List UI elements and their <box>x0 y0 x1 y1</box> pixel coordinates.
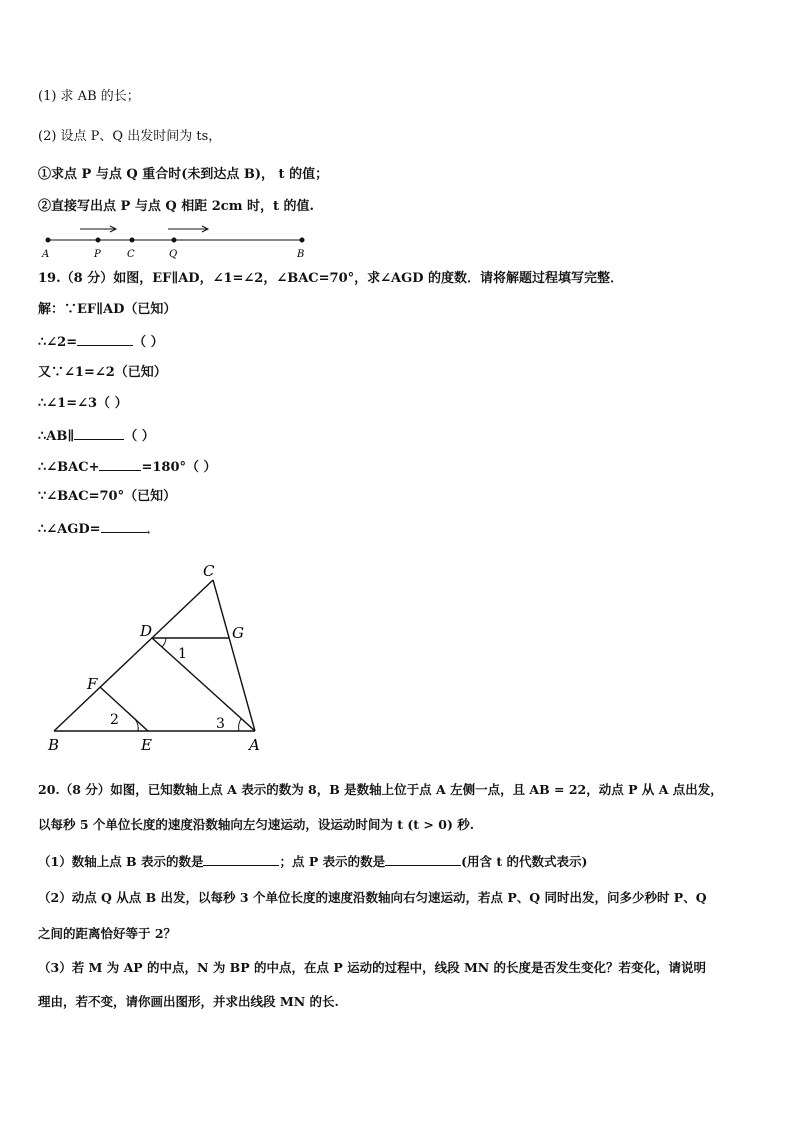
q19-step0: 解：∵EF∥AD（已知） <box>38 302 177 317</box>
segment-fe <box>100 687 148 731</box>
q19-blank-2[interactable] <box>74 426 124 440</box>
q19-step7-end: ． <box>146 522 160 537</box>
side-bc <box>54 580 213 731</box>
label-g: G <box>232 624 244 642</box>
q20-line7: 理由，若不变，请你画出图形，并求出线段 MN 的长. <box>38 994 339 1009</box>
q20-line2: 以每秒 5 个单位长度的速度沿数轴向左匀速运动，设运动时间为 t (t > 0) 秒. <box>38 817 475 832</box>
q18-part2: (2) 设点 P、Q 出发时间为 ts， <box>38 129 222 144</box>
angle-1-arc <box>162 638 166 647</box>
label-c: C <box>127 249 135 260</box>
q19-blank-3[interactable] <box>99 457 141 471</box>
segment-da <box>152 638 255 731</box>
point-p-dot <box>96 238 101 243</box>
q18-part2a: ①求点 P 与点 Q 重合时(未到达点 B)， t 的值； <box>38 167 329 182</box>
label-e: E <box>141 736 152 754</box>
q19-blank-4[interactable] <box>101 519 147 533</box>
q19-step6: ∵∠BAC=70°（已知） <box>38 489 177 504</box>
side-ca <box>213 580 255 731</box>
q19-step2: 又∵∠1=∠2（已知） <box>38 365 167 380</box>
label-f: F <box>87 675 98 693</box>
q19-step5-text: ∴∠BAC+ <box>38 460 100 475</box>
q19-step1-reason: （ ） <box>133 335 164 350</box>
q19-blank-1[interactable] <box>77 332 133 346</box>
q20-line5: 之间的距离恰好等于 2？ <box>38 926 177 941</box>
q19-step4-reason: （ ） <box>124 429 155 444</box>
q19-step4-text: ∴AB∥ <box>38 429 75 444</box>
label-d: D <box>140 622 153 640</box>
label-c: C <box>203 562 215 580</box>
q19-step1-text: ∴∠2= <box>38 335 78 350</box>
label-q: Q <box>169 249 178 260</box>
q19-step4 <box>38 426 155 446</box>
angle-3-label: 3 <box>216 716 225 732</box>
q19-header: 19.（8 分）如图，EF∥AD，∠1=∠2，∠BAC=70°，求∠AGD 的度数．请将解题过程填写完整． <box>38 271 624 286</box>
q20-line6: （3）若 M 为 AP 的中点，N 为 BP 的中点，在点 P 运动的过程中，线段 MN 的长度是否发生变化？若变化，请说明 <box>38 960 707 975</box>
q19-step1 <box>38 332 164 352</box>
label-p: P <box>94 249 101 260</box>
point-a-dot <box>46 238 51 243</box>
q19-step5-reason: =180°（ ） <box>141 460 217 475</box>
label-a: A <box>249 736 260 754</box>
angle-1-label: 1 <box>178 646 187 662</box>
angle-2-label: 2 <box>110 712 119 728</box>
q20-part1-note: (用含 t 的代数式表示) <box>461 854 588 869</box>
number-line-figure <box>36 222 326 262</box>
label-a: A <box>42 249 50 260</box>
label-b: B <box>297 249 305 260</box>
point-c-dot <box>130 238 135 243</box>
q20-line1: 20.（8 分）如图，已知数轴上点 A 表示的数为 8，B 是数轴上位于点 A 左侧一点，且 AB = 22，动点 P 从 A 点出发， <box>38 782 723 797</box>
triangle-figure <box>40 556 280 756</box>
q20-line3 <box>38 852 587 871</box>
q20-part1-text: （1）数轴上点 B 表示的数是 <box>38 854 204 869</box>
point-b-dot <box>300 238 305 243</box>
q19-step7 <box>38 519 160 539</box>
q20-blank-b[interactable] <box>203 852 279 866</box>
q20-line4: （2）动点 Q 从点 B 出发，以每秒 3 个单位长度的速度沿数轴向右匀速运动，若点 P、Q 同时出发，问多少秒时 P、Q <box>38 890 707 905</box>
q18-part2b: ②直接写出点 P 与点 Q 相距 2cm 时，t 的值. <box>38 199 315 214</box>
q20-blank-p[interactable] <box>385 852 461 866</box>
angle-3-arc <box>239 719 241 731</box>
q20-part1-text2: ；点 P 表示的数是 <box>279 854 386 869</box>
q19-step5 <box>38 457 217 477</box>
q19-step7-text: ∴∠AGD= <box>38 522 101 537</box>
label-b: B <box>48 736 60 754</box>
point-q-dot <box>172 238 177 243</box>
q18-part1: (1) 求 AB 的长； <box>38 89 140 104</box>
q19-step3: ∴∠1=∠3（ ） <box>38 396 128 411</box>
